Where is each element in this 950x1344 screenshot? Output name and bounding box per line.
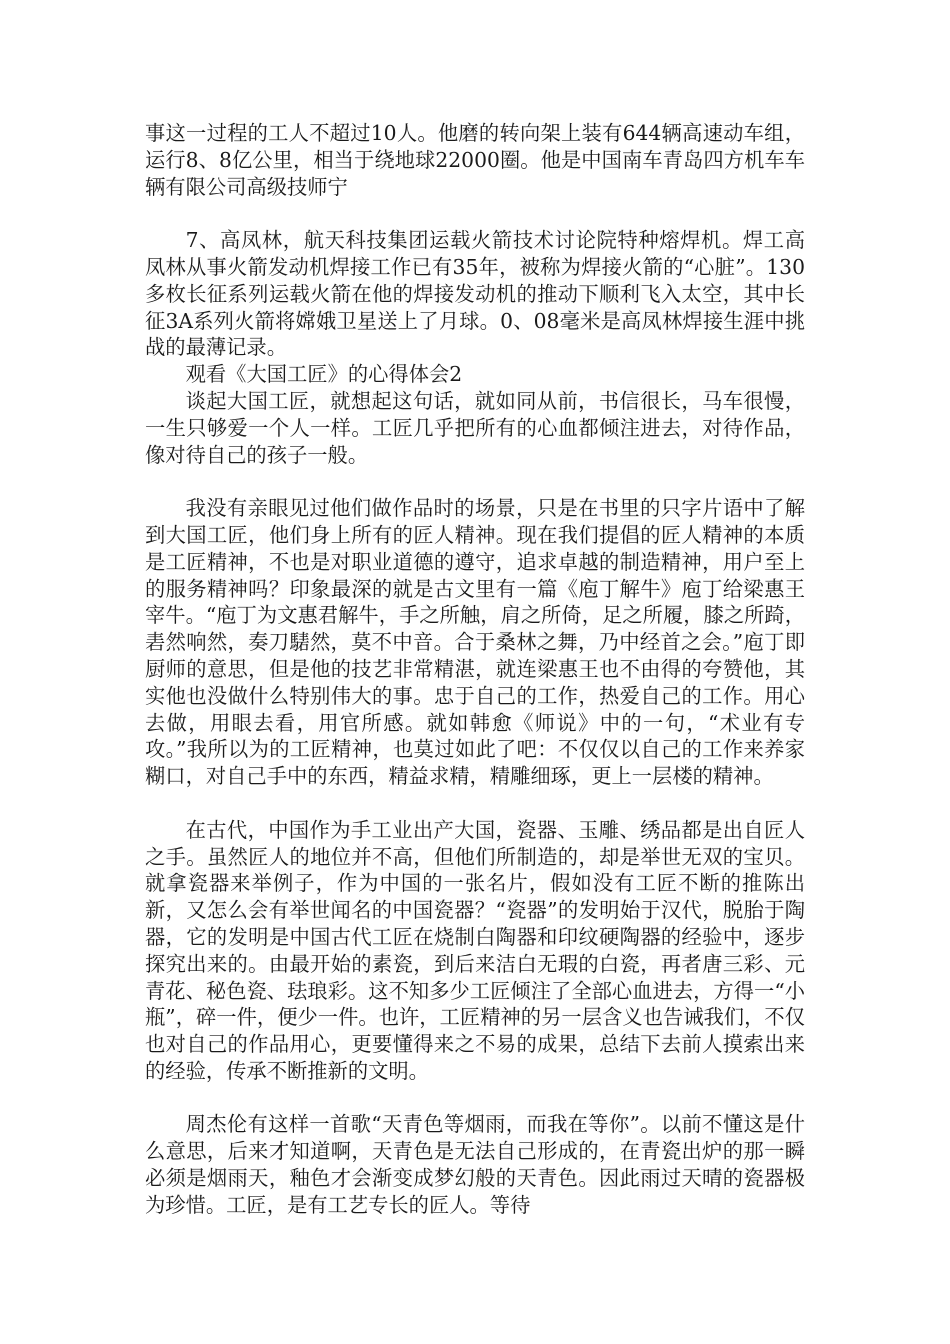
paragraph-porcelain: 在古代，中国作为手工业出产大国，瓷器、玉雕、绣品都是出自匠人之手。虽然匠人的地位并不高，但他们所制造的，却是举世无双的宝贝。就拿瓷器来举例子，作为中国的一张名片，假如没有工匠不断的推陈出新，又怎么会有举世闻名的中国瓷器？“瓷器”的发明始于汉代，脱胎于陶器，它的发明是中国古代工匠在烧制白陶器和印纹硬陶器的经验中，逐步探究出来的。由最开始的素瓷，到后来洁白无瑕的白瓷，再者唐三彩、元青花、秘色瓷、珐琅彩。这不知多少工匠倾注了全部心血进去，方得一“小瓶”，碎一件，便少一件。也许，工匠精神的另一层含义也告诫我们，不仅也对自己的作品用心，更要懂得来之不易的成果，总结下去前人摸索出来的经验，传承不断推新的文明。 bbox=[145, 817, 805, 1083]
paragraph-intro: 谈起大国工匠，就想起这句话，就如同从前，书信很长，马车很慢，一生只够爱一个人一样。工匠几乎把所有的心血都倾注进去，对待作品，像对待自己的孩子一般。 bbox=[145, 388, 805, 467]
paragraph-paoding: 我没有亲眼见过他们做作品时的场景，只是在书里的只字片语中了解到大国工匠，他们身上所有的匠人精神。现在我们提倡的匠人精神的本质是工匠精神，不也是对职业道德的遵守，追求卓越的制造精神，用户至上的服务精神吗？印象最深的就是古文里有一篇《庖丁解牛》庖丁给梁惠王宰牛。“庖丁为文惠君解牛，手之所触，肩之所倚，足之所履，膝之所踦，砉然响然，奏刀騞然，莫不中音。合于桑林之舞，乃中经首之会。”庖丁即厨师的意思，但是他的技艺非常精湛，就连梁惠王也不由得的夸赞他，其实他也没做什么特别伟大的事。忠于自己的工作，热爱自己的工作。用心去做，用眼去看，用官所感。就如韩愈《师说》中的一句，“术业有专攻。”我所以为的工匠精神，也莫过如此了吧：不仅仅以自己的工作来养家糊口，对自己手中的东西，精益求精，精雕细琢，更上一层楼的精神。 bbox=[145, 496, 805, 789]
paragraph-item-7: 7、高凤林，航天科技集团运载火箭技术讨论院特种熔焊机。焊工高凤林从事火箭发动机焊接工作已有35年，被称为焊接火箭的“心脏”。130多枚长征系列运载火箭在他的焊接发动机的推动下顺利飞入太空，其中长征3A系列火箭将嫦娥卫星送上了月球。0、08毫米是高凤林焊接生涯中挑战的最薄记录。 bbox=[145, 228, 805, 360]
document-body bbox=[145, 120, 805, 1219]
paragraph-song: 周杰伦有这样一首歌“天青色等烟雨，而我在等你”。以前不懂这是什么意思，后来才知道啊，天青色是无法自己形成的，在青瓷出炉的那一瞬必须是烟雨天，釉色才会渐变成梦幻般的天青色。因此雨过天晴的瓷器极为珍惜。工匠，是有工艺专长的匠人。等待 bbox=[145, 1112, 805, 1217]
section-heading: 观看《大国工匠》的心得体会2 bbox=[185, 362, 463, 387]
paragraph-continuation: 事这一过程的工人不超过10人。他磨的转向架上装有644辆高速动车组，运行8、8亿公里，相当于绕地球22000圈。他是中国南车青岛四方机车车辆有限公司高级技师宁 bbox=[145, 121, 805, 199]
